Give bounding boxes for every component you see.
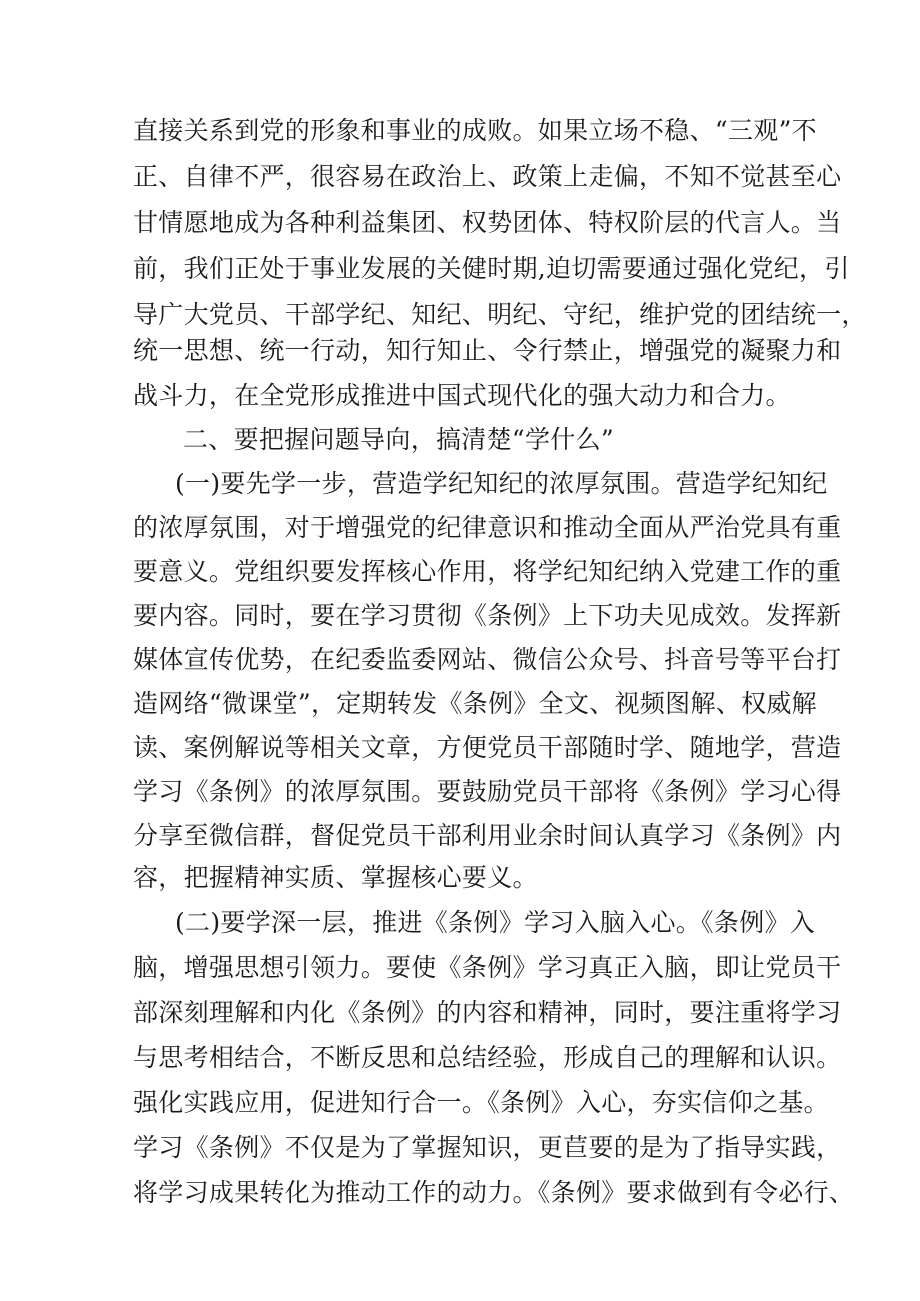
text-line: 正、自律不严，很容易在政治上、政策上走偏，不知不觉甚至心 bbox=[133, 162, 842, 191]
text-line: 导广大党员、干部学纪、知纪、明纪、守纪，维护党的团结统一， bbox=[133, 300, 867, 329]
text-line: 强化实践应用，促进知行合一。《条例》入心，夯实信仰之基。 bbox=[133, 1088, 829, 1117]
text-line: 将学习成果转化为推动工作的动力。《条例》要求做到有令必行、 bbox=[133, 1178, 855, 1207]
subsection-lead: (二)要学深一层，推进《条例》学习入脑入心。《条例》入 bbox=[175, 908, 816, 937]
text-line: 部深刻理解和内化《条例》的内容和精神，同时，要注重将学习 bbox=[133, 998, 842, 1027]
text-line: 媒体宣传优势，在纪委监委网站、微信公众号、抖音号等平台打 bbox=[133, 645, 842, 674]
text-line: 的浓厚氛围，对于增强党的纪律意识和推动全面从严治党具有重 bbox=[133, 513, 842, 542]
text-line: 要内容。同时，要在学习贯彻《条例》上下功夫见成效。发挥新 bbox=[133, 601, 842, 630]
text-line: 战斗力，在全党形成推进中国式现代化的强大动力和合力。 bbox=[133, 381, 791, 410]
text-line: 造网络“微课堂”，定期转发《条例》全文、视频图解、权威解 bbox=[133, 689, 817, 718]
text-line: 前，我们正处于事业发展的关健时期,迫切需要通过强化党纪，引 bbox=[133, 254, 850, 283]
text-line: 脑，增强思想引领力。要使《条例》学习真正入脑，即让党员干 bbox=[133, 953, 842, 982]
section-heading: 二、要把握问题导向，搞清楚“学什么” bbox=[183, 425, 614, 454]
subsection-lead: (一)要先学一步，营造学纪知纪的浓厚氛围。营造学纪知纪 bbox=[175, 469, 828, 498]
text-line: 学习《条例》的浓厚氛围。要鼓励党员干部将《条例》学习心得 bbox=[133, 777, 842, 806]
text-line: 与思考相结合，不断反思和总结经验，形成自己的理解和认识。 bbox=[133, 1043, 842, 1072]
text-line: 甘情愿地成为各种利益集团、权势团体、特权阶层的代言人。当 bbox=[133, 208, 842, 237]
text-line: 学习《条例》不仅是为了掌握知识，更苣要的是为了指导实践， bbox=[133, 1133, 842, 1162]
text-line: 容，把握精神实质、掌握核心要义。 bbox=[133, 863, 538, 892]
text-line: 读、案例解说等相关文章，方便党员干部随时学、随地学，营造 bbox=[133, 733, 842, 762]
text-line: 统一思想、统一行动，知行知止、令行禁止，增强党的凝聚力和 bbox=[133, 336, 842, 365]
text-line: 分享至微信群，督促党员干部利用业余时间认真学习《条例》内 bbox=[133, 821, 842, 850]
text-line: 要意义。党组织要发挥核心作用，将学纪知纪纳入党建工作的重 bbox=[133, 557, 842, 586]
text-line: 直接关系到党的形象和事业的成败。如果立场不稳、“三观”不 bbox=[133, 116, 817, 145]
